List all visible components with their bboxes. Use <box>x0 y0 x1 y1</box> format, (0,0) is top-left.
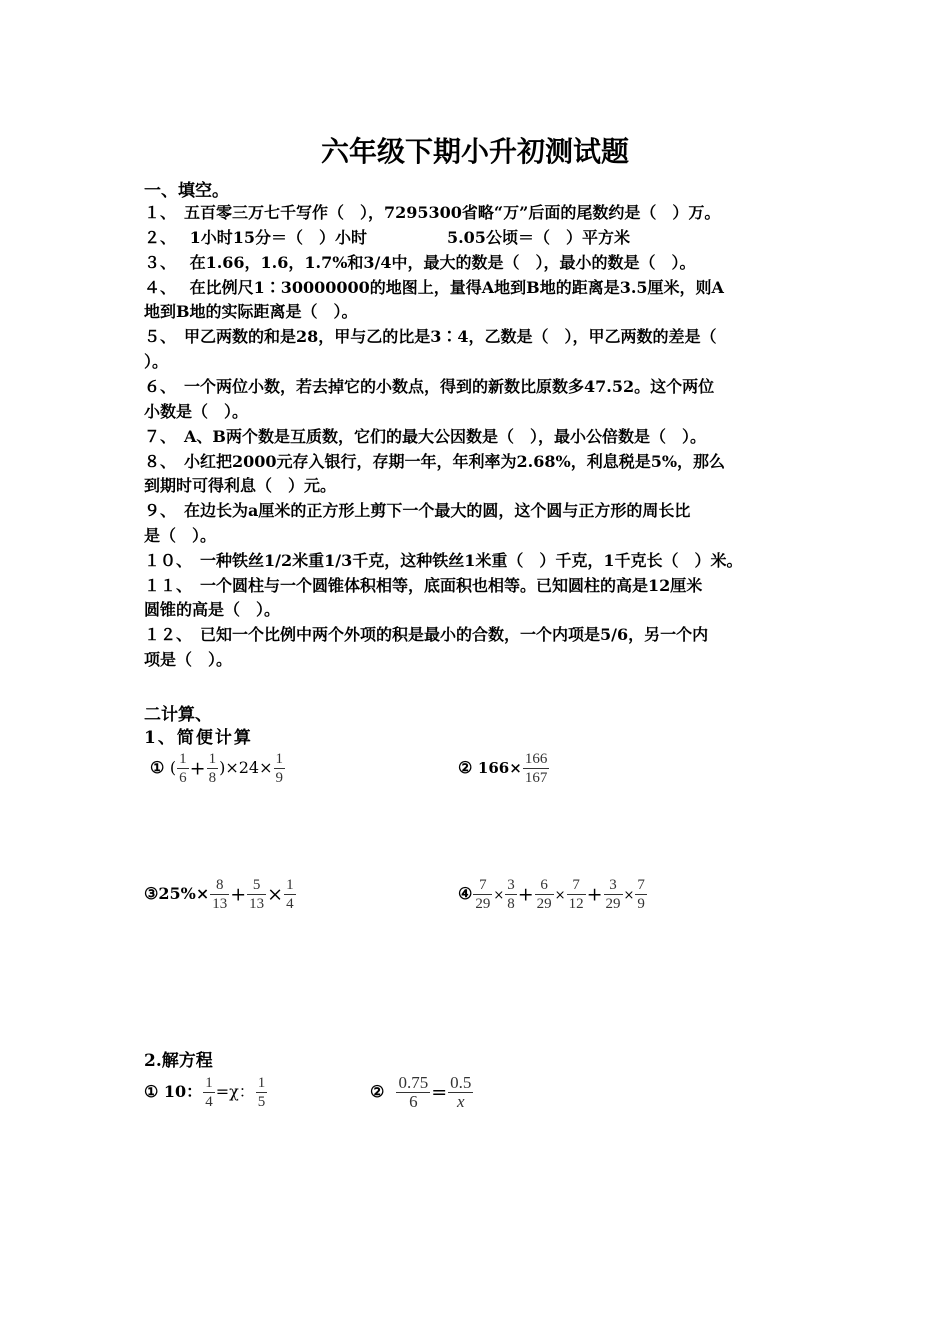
question-line: 地到B地的实际距离是（ ）。 <box>144 302 358 321</box>
question-line: 项是（ ）。 <box>144 650 233 669</box>
simplify-heading: 1、简便计算 <box>144 728 253 748</box>
expression-text: )×24× <box>219 758 273 777</box>
problem-marker: ① <box>150 758 165 777</box>
equation-1 <box>144 1074 268 1111</box>
fraction: $\frac{8}{13}$ <box>212 877 228 912</box>
question-line: ６、 一个两位小数，若去掉它的小数点，得到的新数比原数多47.52。这个两位 <box>144 377 715 396</box>
problem-marker: ② <box>458 758 473 777</box>
section2-heading: 二计算、 <box>144 705 212 725</box>
times-sign: × <box>623 888 635 903</box>
expression-text: ① 10： <box>144 1082 203 1101</box>
fraction: $\frac{7}{9}$ <box>637 877 645 912</box>
question-line: ５、 甲乙两数的和是28，甲与乙的比是3∶4，乙数是（ ），甲乙两数的差是（ <box>144 327 717 346</box>
fraction: $\frac{3}{8}$ <box>507 877 515 912</box>
fraction: $\frac{1}{4}$ <box>205 1075 213 1110</box>
question-line: ４、 在比例尺1∶30000000的地图上，量得A地到B地的距离是3.5厘米，则A <box>144 278 724 297</box>
question-line: ９、 在边长为a厘米的正方形上剪下一个最大的圆，这个圆与正方形的周长比 <box>144 501 691 520</box>
fraction: $\frac{1}{5}$ <box>257 1075 266 1110</box>
equals-sign: = <box>431 1081 448 1104</box>
fraction: $\frac{1}{9}$ <box>275 751 284 786</box>
question-line: ３、 在1.66，1.6，1.7%和3/4中，最大的数是（ ），最小的数是（ ）。 <box>144 253 696 272</box>
equation-2 <box>370 1074 474 1111</box>
problem-marker: ② <box>370 1082 385 1101</box>
question-line: ８、 小红把2000元存入银行，存期一年，年利率为2.68%，利息税是5%，那么 <box>144 452 726 471</box>
fraction: $\frac{0.75}{6}$ <box>398 1073 429 1111</box>
expression-text: =χ： <box>215 1082 255 1101</box>
fraction: $\frac{5}{13}$ <box>249 877 265 912</box>
question-line: １０、 一种铁丝1/2米重1/3千克，这种铁丝1米重（ ）千克，1千克长（ ）米。 <box>144 551 743 570</box>
page-title: 六年级下期小升初测试题 <box>320 135 629 168</box>
fraction: $\frac{3}{29}$ <box>605 877 621 912</box>
question-line: 到期时可得利息（ ）元。 <box>144 476 337 495</box>
calc-problem-1 <box>150 750 286 787</box>
question-line: １１、 一个圆柱与一个圆锥体积相等，底面积也相等。已知圆柱的高是12厘米 <box>144 576 703 595</box>
times-sign: × <box>554 888 566 903</box>
fraction: $\frac{1}{8}$ <box>208 751 217 786</box>
expression-text: ③25%× <box>144 884 210 903</box>
times-sign: × <box>493 888 505 903</box>
fraction: $\frac{7}{29}$ <box>475 877 491 912</box>
question-line: １、 五百零三万七千写作（ ），7295300省略“万”后面的尾数约是（ ）万。 <box>144 203 721 222</box>
expression-text: 166× <box>477 759 522 777</box>
fraction: $\frac{0.5}{x}$ <box>450 1073 472 1111</box>
fraction: $\frac{1}{6}$ <box>179 751 187 786</box>
fraction: $\frac{7}{12}$ <box>568 877 584 912</box>
fraction: $\frac{1}{4}$ <box>286 877 294 912</box>
question-line: ７、 A、B两个数是互质数，它们的最大公因数是（ ），最小公倍数是（ ）。 <box>144 427 706 446</box>
plus-sign: + <box>517 883 534 906</box>
plus-sign: + <box>189 757 206 780</box>
equations-heading: 2.解方程 <box>144 1051 213 1071</box>
question-line: ）。 <box>144 352 169 371</box>
question-line: １２、 已知一个比例中两个外项的积是最小的合数，一个内项是5/6，另一个内 <box>144 625 709 644</box>
question-line: 圆锥的高是（ ）。 <box>144 600 281 619</box>
plus-sign: + <box>586 883 603 906</box>
fraction: $\frac{6}{29}$ <box>536 877 552 912</box>
question-line: 是（ ）。 <box>144 526 217 545</box>
question-line: 小数是（ ）。 <box>144 402 249 421</box>
plus-sign: + <box>230 883 247 906</box>
fraction: $\frac{166}{167}$ <box>524 751 548 786</box>
calc-problem-4 <box>458 876 648 913</box>
question-line: ２、 1小时15分＝（ ）小时 5.05公顷＝（ ）平方米 <box>144 228 630 247</box>
paren-open: ( <box>169 758 177 777</box>
section1-heading: 一、填空。 <box>144 181 229 201</box>
calc-problem-2 <box>458 750 550 787</box>
calc-problem-3 <box>144 876 297 913</box>
times-sign: × <box>267 883 284 906</box>
problem-marker: ④ <box>458 884 473 903</box>
